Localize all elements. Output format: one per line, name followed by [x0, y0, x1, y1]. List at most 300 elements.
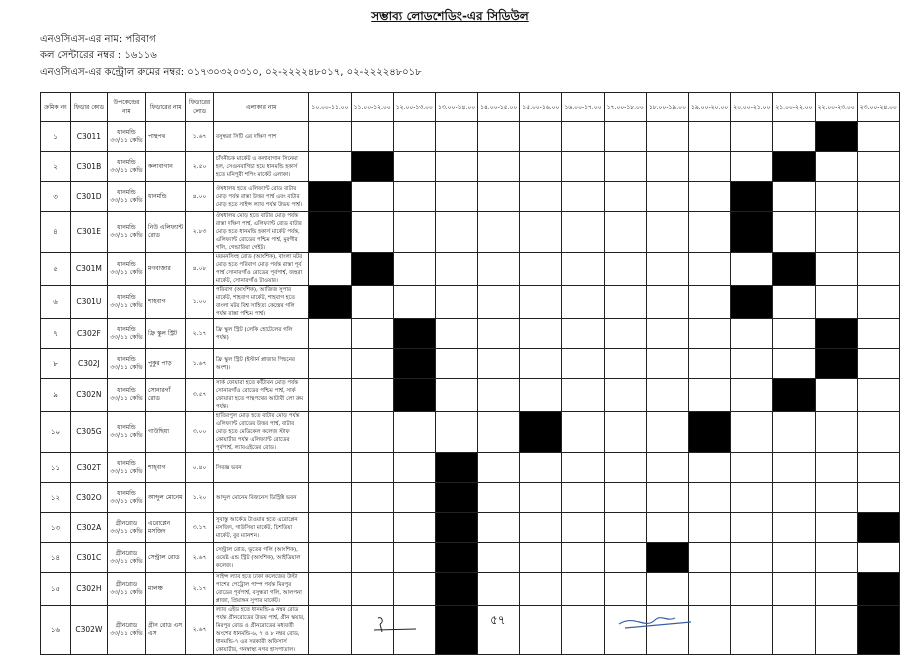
slot-cell — [435, 543, 477, 573]
slot-cell — [309, 212, 351, 253]
table-row — [41, 212, 900, 253]
table-row — [41, 122, 900, 152]
table-row — [41, 513, 900, 543]
slot-cell — [393, 212, 435, 253]
slot-cell — [478, 182, 520, 212]
cell-feeder-code: C302T — [70, 453, 107, 483]
cell-area: সাইন্স ল্যাব হতে ঢাকা কলেজের উল্টা পাশের পেট্রোল পাম্প পর্যন্ত মিরপুর রোডের পূর্বপার্শ্ব, বসুন্ধরা গলি, আলপনা প্লাজা, প্রিয়াঙ্গন সুপার মার্কেট। — [213, 573, 309, 606]
slot-cell — [604, 253, 646, 286]
slot-cell — [689, 349, 731, 379]
loadshedding-schedule-table — [40, 92, 900, 655]
slot-cell — [478, 286, 520, 319]
slot-cell — [815, 182, 857, 212]
slot-cell — [773, 122, 815, 152]
col-slot: ১০.০০-১১.০০ — [309, 93, 351, 122]
table-row — [41, 182, 900, 212]
slot-cell — [857, 182, 899, 212]
table-row — [41, 379, 900, 412]
cell-area: ফ্রি স্কুল স্ট্রিট (লেকি হোটেলের গলি পর্যন্ত) — [213, 319, 309, 349]
slot-cell — [351, 573, 393, 606]
cell-substation: ধানমন্ডি ৩৩/১১ কেভি — [107, 412, 145, 453]
cell-load: ২.১৭ — [186, 319, 214, 349]
slot-cell — [731, 122, 773, 152]
slot-cell — [520, 453, 562, 483]
table-row — [41, 483, 900, 513]
signature-right — [615, 610, 695, 632]
slot-cell — [815, 379, 857, 412]
slot-cell — [646, 349, 688, 379]
cell-load: ১.০০ — [186, 286, 214, 319]
slot-cell — [435, 513, 477, 543]
cell-area: ঔষধালয় মোড় হতে বাটার মোড় পর্যন্ত রাস্তা দক্ষিণ পার্শ্ব, এলিফ্যান্ট রোড বাটার মোড় হতে ধানমন্ডি হকার্স মার্কেট পর্যন্ত, এলিফ্যান্ট রোডের পশ্চিম পার্শ্ব, মুরগীর গলি, গেন্ডারিয়া গেইট। — [213, 212, 309, 253]
slot-cell — [351, 212, 393, 253]
slot-cell — [309, 379, 351, 412]
cell-feeder-code: C302O — [70, 483, 107, 513]
cell-area: হাতিরপুল মোড় হতে বাটার মোড় পর্যন্ত এলিফ্যান্ট রোডের উত্তর পার্শ্ব, বাটার মোড় হতে মেডিকেল কলেজ স্টাফ কোয়ার্টার পর্যন্ত এলিফ্যান্ট রোডের পূর্বপার্শ্ব, ল্যাবএইডের রোড। — [213, 412, 309, 453]
cell-sl: ২ — [41, 152, 71, 182]
col-slot: ২২.০০-২৩.০০ — [815, 93, 857, 122]
cell-sl: ১৪ — [41, 543, 71, 573]
cell-feeder-code: C301E — [70, 212, 107, 253]
cell-sl: ১৫ — [41, 573, 71, 606]
slot-cell — [435, 212, 477, 253]
cell-feeder-name: পুকুর পাড় — [146, 349, 186, 379]
slot-cell — [393, 513, 435, 543]
cell-area: ল্যাব এইড হতে ধানমন্ডি-৬ নম্বর রোড পর্যন্ত গ্রীনরোডের উভয় পার্শ্ব, গ্রীন স্কয়ার, মিরপুর রোড ও গ্রীনরোডের মধ্যবর্তী অংশের ধানমন্ডি-৬, ৭ ও ৮ নম্বর রোড, ধানমন্ডি-৭ এর সরকারী অফিসার্স কোয়ার্টার, গনস্বাস্থ্য নগর হাসপাতাল। — [213, 606, 309, 655]
slot-cell — [857, 349, 899, 379]
slot-cell — [351, 379, 393, 412]
col-area: এলাকার নাম — [213, 93, 309, 122]
slot-cell — [309, 152, 351, 182]
slot-cell — [520, 606, 562, 655]
slot-cell — [815, 349, 857, 379]
cell-load: ১.৬৭ — [186, 349, 214, 379]
cell-substation: ধানমন্ডি ৩৩/১১ কেভি — [107, 152, 145, 182]
slot-cell — [646, 573, 688, 606]
cell-substation: গ্রীনরোড ৩৩/১১ কেভি — [107, 606, 145, 655]
slot-cell — [562, 152, 604, 182]
col-slot: ১৭.০০-১৮.০০ — [604, 93, 646, 122]
slot-cell — [435, 182, 477, 212]
table-row — [41, 573, 900, 606]
cell-feeder-code: C302N — [70, 379, 107, 412]
col-sl: ক্রমিক নং — [41, 93, 71, 122]
cell-feeder-code: C301D — [70, 182, 107, 212]
slot-cell — [815, 573, 857, 606]
cell-substation: গ্রীনরোড ৩৩/১১ কেভি — [107, 543, 145, 573]
cell-feeder-name: শাহবাগ — [146, 286, 186, 319]
slot-cell — [478, 543, 520, 573]
cell-sl: ৭ — [41, 319, 71, 349]
slot-cell — [393, 319, 435, 349]
slot-cell — [309, 453, 351, 483]
page-title: সম্ভাব্য লোডশেডিং-এর সিডিউল — [371, 9, 529, 23]
slot-cell — [815, 543, 857, 573]
cell-area: চাঁদনীচক মার্কেট ও কলাবাগান সিনেমা হল, সেগুনবাগিচা হয়ে ধানমন্ডি হকার্স হতে মনিপুরী শপিং মার্কেট এলাকা। — [213, 152, 309, 182]
slot-cell — [731, 379, 773, 412]
slot-cell — [604, 349, 646, 379]
cell-sl: ৩ — [41, 182, 71, 212]
slot-cell — [520, 182, 562, 212]
nocs-name: এনওসিএস-এর নাম: পরিবাগ — [40, 34, 156, 45]
call-center-number: কল সেন্টারের নম্বর : ১৬১১৬ — [40, 50, 157, 61]
cell-sl: ১২ — [41, 483, 71, 513]
cell-feeder-code: C301B — [70, 152, 107, 182]
cell-substation: ধানমন্ডি ৩৩/১১ কেভি — [107, 483, 145, 513]
cell-feeder-name: ফ্রি স্কুল স্ট্রিট — [146, 319, 186, 349]
slot-cell — [604, 513, 646, 543]
col-slot: ১৬.০০-১৭.০০ — [562, 93, 604, 122]
slot-cell — [520, 122, 562, 152]
cell-feeder-name: মালঞ্চ — [146, 573, 186, 606]
slot-cell — [351, 152, 393, 182]
slot-cell — [435, 286, 477, 319]
slot-cell — [689, 453, 731, 483]
control-room-number: এনওসিএস-এর কন্ট্রোল রুমের নম্বর: ০১৭৩০৩২০৩১০, ০২-২২২২৪৮০১৭, ০২-২২২২৪৮০১৮ — [40, 67, 422, 78]
slot-cell — [857, 286, 899, 319]
slot-cell — [689, 212, 731, 253]
slot-cell — [731, 573, 773, 606]
slot-cell — [520, 349, 562, 379]
slot-cell — [478, 319, 520, 349]
slot-cell — [646, 212, 688, 253]
slot-cell — [562, 182, 604, 212]
slot-cell — [604, 152, 646, 182]
slot-cell — [393, 286, 435, 319]
slot-cell — [351, 453, 393, 483]
slot-cell — [393, 573, 435, 606]
slot-cell — [478, 212, 520, 253]
page-number: ৫৭ — [490, 613, 506, 627]
slot-cell — [520, 412, 562, 453]
slot-cell — [773, 483, 815, 513]
col-slot: ১১.০০-১২.০০ — [351, 93, 393, 122]
slot-cell — [646, 182, 688, 212]
col-slot: ১৩.০০-১৪.০০ — [435, 93, 477, 122]
cell-load: ৩.০০ — [186, 412, 214, 453]
col-load: ফিডারের লোড — [186, 93, 214, 122]
slot-cell — [857, 543, 899, 573]
cell-feeder-code: C302W — [70, 606, 107, 655]
slot-cell — [562, 379, 604, 412]
slot-cell — [773, 319, 815, 349]
slot-cell — [773, 349, 815, 379]
slot-cell — [731, 182, 773, 212]
cell-feeder-name: সোনারগাঁ রোড — [146, 379, 186, 412]
slot-cell — [731, 606, 773, 655]
cell-substation: গ্রীনরোড ৩৩/১১ কেভি — [107, 573, 145, 606]
cell-load: ২.৫০ — [186, 152, 214, 182]
slot-cell — [689, 319, 731, 349]
slot-cell — [478, 513, 520, 543]
slot-cell — [309, 319, 351, 349]
slot-cell — [309, 286, 351, 319]
slot-cell — [731, 543, 773, 573]
slot-cell — [815, 453, 857, 483]
cell-feeder-code: C302F — [70, 319, 107, 349]
slot-cell — [562, 543, 604, 573]
slot-cell — [773, 412, 815, 453]
table-row — [41, 606, 900, 655]
slot-cell — [562, 412, 604, 453]
cell-load: ১.৬৭ — [186, 122, 214, 152]
slot-cell — [689, 573, 731, 606]
slot-cell — [351, 483, 393, 513]
slot-cell — [435, 573, 477, 606]
slot-cell — [815, 319, 857, 349]
cell-feeder-name: সেন্ট্রাল রোড — [146, 543, 186, 573]
slot-cell — [689, 152, 731, 182]
cell-area: ঔষধালয় হতে এলিফ্যান্ট রোড বাটার মোড় পর্যন্ত রাস্তা উত্তর পার্শ্ব এবং বাটার মোড় হতে সাইন্স ল্যাব পর্যন্ত উভয় পার্শ্ব। — [213, 182, 309, 212]
cell-area: বসুন্ধরা সিটি এর দক্ষিণ পাশ — [213, 122, 309, 152]
slot-cell — [520, 379, 562, 412]
slot-cell — [520, 152, 562, 182]
cell-sl: ১১ — [41, 453, 71, 483]
slot-cell — [435, 349, 477, 379]
slot-cell — [478, 453, 520, 483]
slot-cell — [646, 286, 688, 319]
cell-area: সিবজ্ঞ ভবন — [213, 453, 309, 483]
slot-cell — [731, 483, 773, 513]
slot-cell — [689, 543, 731, 573]
slot-cell — [393, 122, 435, 152]
col-slot: ১২.০০-১৩.০০ — [393, 93, 435, 122]
slot-cell — [435, 606, 477, 655]
slot-cell — [435, 253, 477, 286]
slot-cell — [520, 543, 562, 573]
slot-cell — [562, 212, 604, 253]
slot-cell — [393, 483, 435, 513]
cell-sl: ৮ — [41, 349, 71, 379]
cell-substation: ধানমন্ডি ৩৩/১১ কেভি — [107, 182, 145, 212]
slot-cell — [351, 253, 393, 286]
slot-cell — [562, 573, 604, 606]
slot-cell — [731, 253, 773, 286]
cell-feeder-code: C301U — [70, 286, 107, 319]
slot-cell — [478, 483, 520, 513]
cell-feeder-name: কলাবাগান — [146, 152, 186, 182]
slot-cell — [857, 453, 899, 483]
slot-cell — [435, 453, 477, 483]
table-row — [41, 253, 900, 286]
slot-cell — [646, 483, 688, 513]
slot-cell — [604, 453, 646, 483]
schedule-body — [41, 122, 900, 655]
slot-cell — [604, 483, 646, 513]
slot-cell — [731, 412, 773, 453]
slot-cell — [731, 212, 773, 253]
slot-cell — [393, 152, 435, 182]
slot-cell — [309, 513, 351, 543]
cell-feeder-code: C302H — [70, 573, 107, 606]
cell-feeder-name: গ্রীন রোড এস এস — [146, 606, 186, 655]
cell-sl: ১৩ — [41, 513, 71, 543]
slot-cell — [309, 122, 351, 152]
slot-cell — [520, 253, 562, 286]
slot-cell — [857, 606, 899, 655]
slot-cell — [351, 543, 393, 573]
cell-feeder-code: C302J — [70, 349, 107, 379]
slot-cell — [773, 253, 815, 286]
slot-cell — [815, 253, 857, 286]
slot-cell — [857, 513, 899, 543]
slot-cell — [604, 286, 646, 319]
slot-cell — [689, 379, 731, 412]
slot-cell — [435, 152, 477, 182]
cell-substation: ধানমন্ডি ৩৩/১১ কেভি — [107, 212, 145, 253]
slot-cell — [815, 483, 857, 513]
col-feeder-name: ফিডারের নাম — [146, 93, 186, 122]
col-slot: ১৫.০০-১৬.০০ — [520, 93, 562, 122]
slot-cell — [351, 412, 393, 453]
slot-cell — [562, 122, 604, 152]
slot-cell — [604, 379, 646, 412]
slot-cell — [435, 122, 477, 152]
cell-substation: ধানমন্ডি ৩৩/১১ কেভি — [107, 319, 145, 349]
slot-cell — [773, 286, 815, 319]
cell-sl: ১৬ — [41, 606, 71, 655]
slot-cell — [857, 212, 899, 253]
slot-cell — [646, 543, 688, 573]
slot-cell — [773, 513, 815, 543]
slot-cell — [857, 253, 899, 286]
table-row — [41, 286, 900, 319]
cell-sl: ৯ — [41, 379, 71, 412]
slot-cell — [731, 349, 773, 379]
slot-cell — [478, 152, 520, 182]
slot-cell — [520, 212, 562, 253]
cell-area: ময়মনসিংহ রোড (আংশিক), বাংলা মটর মোড় হতে পরিবাগ মোড় পর্যন্ত রাস্তা পূর্ব পার্শ্ব সোনারগাঁও রোডের পূর্বপার্শ্ব, জহুরা মার্কেট, সোনারগাঁও টাওয়ার। — [213, 253, 309, 286]
slot-cell — [604, 122, 646, 152]
cell-load: ২.৬৭ — [186, 543, 214, 573]
cell-area: সুবাস্তু আর্কেড টাওয়ার হতে এরোপ্লেন মসজিদ, গাউসিয়া মার্কেট, চিশতিয়া মার্কেট, বুর ম্যানশন। — [213, 513, 309, 543]
slot-cell — [857, 573, 899, 606]
cell-feeder-name: ধানমন্ডি — [146, 182, 186, 212]
slot-cell — [857, 412, 899, 453]
col-slot: ২০.০০-২১.০০ — [731, 93, 773, 122]
slot-cell — [309, 483, 351, 513]
cell-feeder-code: C3011 — [70, 122, 107, 152]
slot-cell — [478, 122, 520, 152]
cell-sl: ৬ — [41, 286, 71, 319]
slot-cell — [435, 412, 477, 453]
cell-substation: ধানমন্ডি ৩৩/১১ কেভি — [107, 349, 145, 379]
slot-cell — [815, 212, 857, 253]
slot-cell — [520, 573, 562, 606]
slot-cell — [773, 152, 815, 182]
slot-cell — [562, 483, 604, 513]
cell-substation: ধানমন্ডি ৩৩/১১ কেভি — [107, 286, 145, 319]
cell-feeder-code: C305G — [70, 412, 107, 453]
slot-cell — [773, 212, 815, 253]
slot-cell — [478, 253, 520, 286]
slot-cell — [562, 513, 604, 543]
signature-left — [370, 614, 420, 634]
slot-cell — [562, 349, 604, 379]
cell-area: পরিবাগ (আংশিক), আজিজ সুপার মার্কেট, শাহবাগ মার্কেট, শাহবাগ হতে বাংলা মটর বিশ্ব সাহিত্য কেন্দ্রের গলি পর্যন্ত রাস্তা পশ্চিম পার্শ্ব। — [213, 286, 309, 319]
cell-feeder-name: পান্থপথ — [146, 122, 186, 152]
table-header-row — [41, 93, 900, 122]
slot-cell — [393, 182, 435, 212]
table-row — [41, 453, 900, 483]
cell-load: ৪.০৮ — [186, 253, 214, 286]
col-slot: ১৪.০০-১৫.০০ — [478, 93, 520, 122]
slot-cell — [393, 543, 435, 573]
slot-cell — [604, 543, 646, 573]
cell-load: ৩.৫৭ — [186, 379, 214, 412]
cell-load: ১.২০ — [186, 483, 214, 513]
slot-cell — [435, 483, 477, 513]
slot-cell — [351, 286, 393, 319]
cell-feeder-name: গাউছিয়া — [146, 412, 186, 453]
slot-cell — [604, 319, 646, 349]
slot-cell — [478, 573, 520, 606]
cell-load: ৪.০০ — [186, 182, 214, 212]
slot-cell — [520, 513, 562, 543]
slot-cell — [562, 453, 604, 483]
slot-cell — [520, 483, 562, 513]
slot-cell — [773, 379, 815, 412]
slot-cell — [393, 349, 435, 379]
slot-cell — [435, 379, 477, 412]
slot-cell — [646, 412, 688, 453]
slot-cell — [478, 412, 520, 453]
slot-cell — [646, 253, 688, 286]
slot-cell — [351, 513, 393, 543]
col-slot: ১৯.০০-২০.০০ — [689, 93, 731, 122]
slot-cell — [689, 253, 731, 286]
slot-cell — [689, 182, 731, 212]
cell-load: ০.৪০ — [186, 453, 214, 483]
slot-cell — [689, 412, 731, 453]
cell-sl: ৪ — [41, 212, 71, 253]
cell-load: ২.৬৭ — [186, 606, 214, 655]
slot-cell — [857, 122, 899, 152]
cell-load: ২.১৭ — [186, 573, 214, 606]
cell-substation: ধানমন্ডি ৩৩/১১ কেভি — [107, 122, 145, 152]
slot-cell — [815, 152, 857, 182]
slot-cell — [604, 412, 646, 453]
table-row — [41, 543, 900, 573]
slot-cell — [689, 513, 731, 543]
slot-cell — [731, 513, 773, 543]
slot-cell — [351, 349, 393, 379]
slot-cell — [731, 319, 773, 349]
slot-cell — [520, 319, 562, 349]
slot-cell — [815, 606, 857, 655]
cell-substation: ধানমন্ডি ৩৩/১১ কেভি — [107, 379, 145, 412]
cell-area: আব্দুল মোনেম বিজনেস ডিস্ট্রিক্ট ভবন — [213, 483, 309, 513]
slot-cell — [309, 253, 351, 286]
cell-load: ৩.১৭ — [186, 513, 214, 543]
slot-cell — [520, 286, 562, 319]
slot-cell — [731, 453, 773, 483]
cell-sl: ১০ — [41, 412, 71, 453]
table-row — [41, 152, 900, 182]
slot-cell — [351, 319, 393, 349]
cell-area: ফ্রি স্কুল স্ট্রিট (ইস্টার্ন প্লাজার পিছনের অংশ)। — [213, 349, 309, 379]
slot-cell — [351, 122, 393, 152]
slot-cell — [815, 513, 857, 543]
cell-feeder-code: C302A — [70, 513, 107, 543]
slot-cell — [731, 286, 773, 319]
slot-cell — [646, 453, 688, 483]
slot-cell — [309, 543, 351, 573]
slot-cell — [604, 212, 646, 253]
table-row — [41, 319, 900, 349]
slot-cell — [309, 573, 351, 606]
slot-cell — [562, 606, 604, 655]
